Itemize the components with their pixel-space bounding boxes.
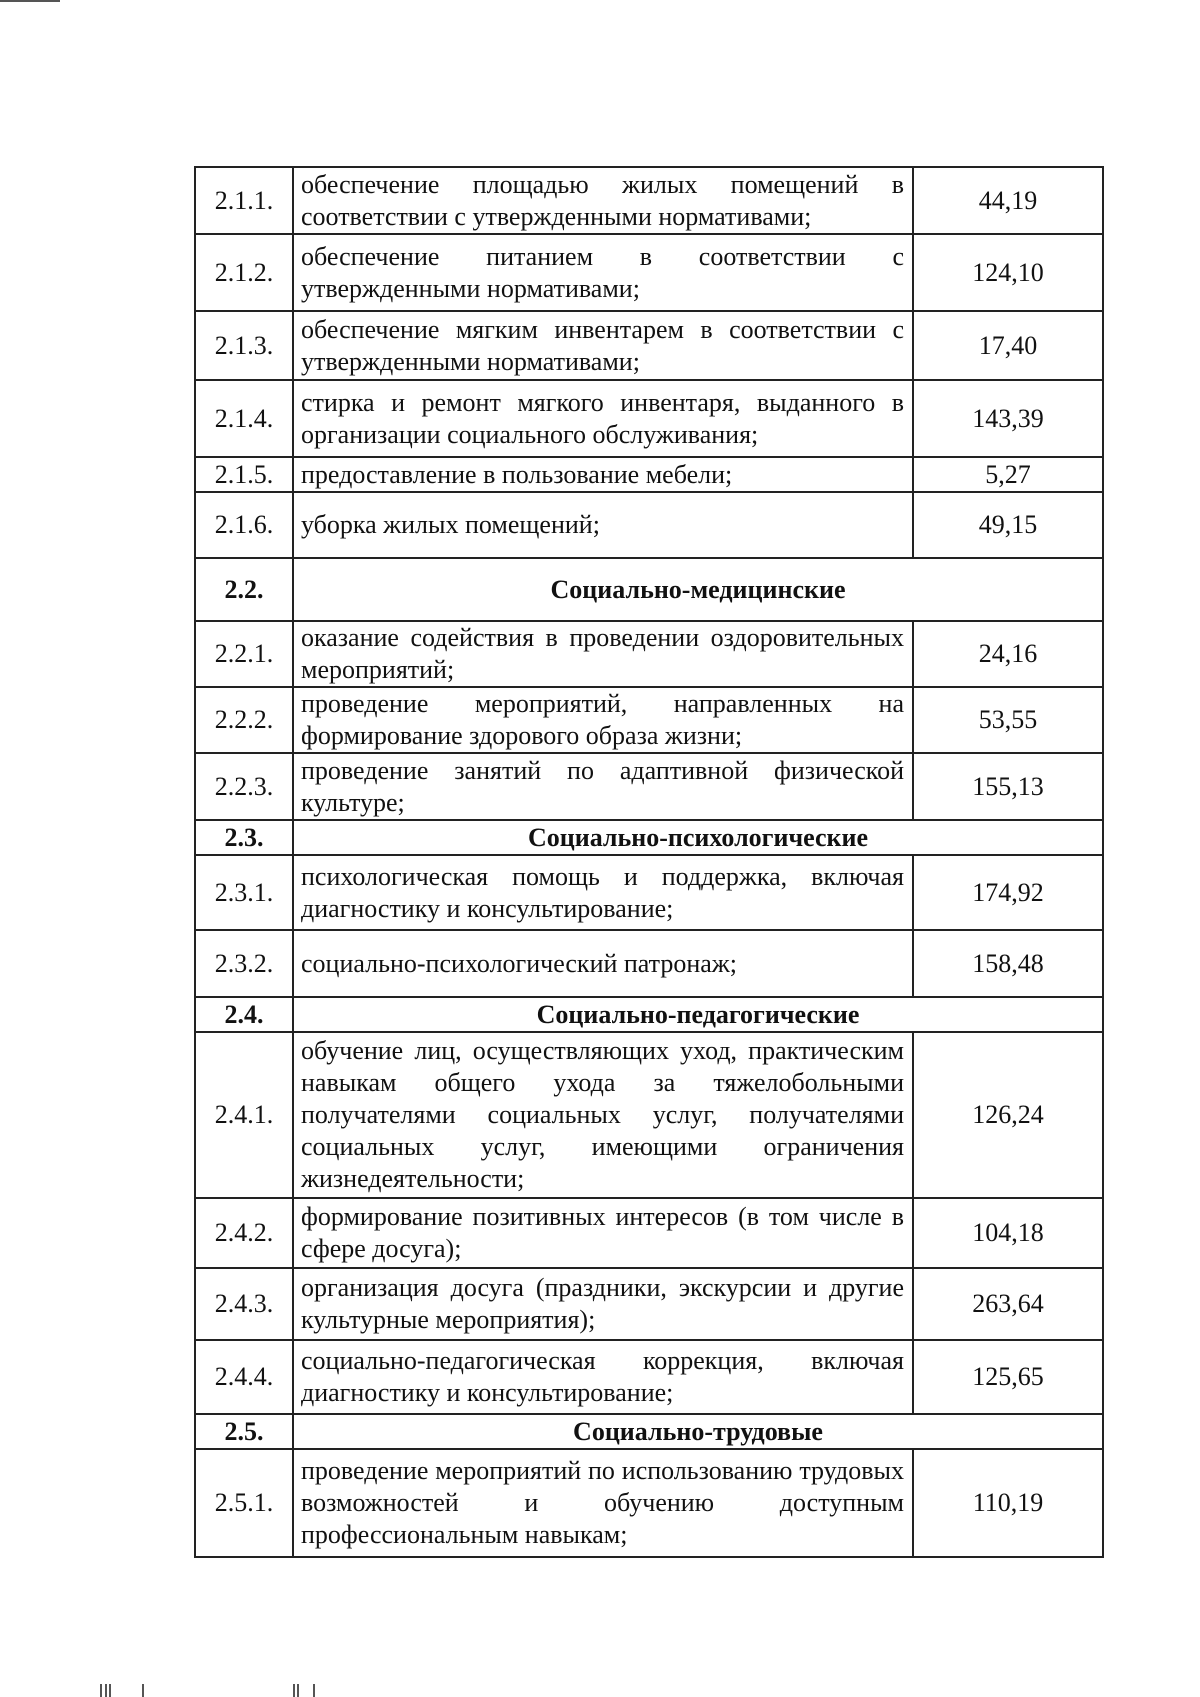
- scan-edge-mark: [0, 0, 60, 2]
- table-row: [195, 1198, 1103, 1268]
- table-row: [195, 167, 1103, 234]
- row-number: 2.3.2.: [195, 930, 293, 997]
- row-description: проведение занятий по адаптивной физической культуре;: [293, 753, 913, 820]
- table-row: [195, 311, 1103, 380]
- row-value: 125,65: [913, 1340, 1103, 1414]
- table-row: [195, 1032, 1103, 1198]
- section-number: 2.3.: [195, 820, 293, 855]
- table-row: [195, 380, 1103, 457]
- row-number: 2.1.4.: [195, 380, 293, 457]
- table-row: [195, 492, 1103, 558]
- section-number: 2.4.: [195, 997, 293, 1032]
- section-number: 2.5.: [195, 1414, 293, 1449]
- row-description: оказание содействия в проведении оздоровительных мероприятий;: [293, 621, 913, 687]
- row-description: уборка жилых помещений;: [293, 492, 913, 558]
- row-number: 2.1.2.: [195, 234, 293, 311]
- row-description: организация досуга (праздники, экскурсии и другие культурные мероприятия);: [293, 1268, 913, 1340]
- row-description: обеспечение площадью жилых помещений в соответствии с утвержденными нормативами;: [293, 167, 913, 234]
- row-value: 263,64: [913, 1268, 1103, 1340]
- row-description: обеспечение питанием в соответствии с утвержденными нормативами;: [293, 234, 913, 311]
- row-description: обеспечение мягким инвентарем в соответствии с утвержденными нормативами;: [293, 311, 913, 380]
- row-value: 155,13: [913, 753, 1103, 820]
- row-number: 2.4.2.: [195, 1198, 293, 1268]
- row-value: 126,24: [913, 1032, 1103, 1198]
- scan-bottom-marks: [100, 1684, 320, 1697]
- row-description: проведение мероприятий по использованию трудовых возможностей и обучению доступным профессиональным навыкам;: [293, 1449, 913, 1557]
- table-row: [195, 1340, 1103, 1414]
- row-number: 2.5.1.: [195, 1449, 293, 1557]
- row-value: 124,10: [913, 234, 1103, 311]
- section-number: 2.2.: [195, 558, 293, 621]
- table-row: [195, 1449, 1103, 1557]
- row-description: социально-педагогическая коррекция, включая диагностику и консультирование;: [293, 1340, 913, 1414]
- row-value: 49,15: [913, 492, 1103, 558]
- row-description: обучение лиц, осуществляющих уход, практическим навыкам общего ухода за тяжелобольными получателями социальных услуг, получателями социальных услуг, имеющими ограничения жизнедеятельности;: [293, 1032, 913, 1198]
- row-number: 2.3.1.: [195, 855, 293, 930]
- section-title: Социально-психологические: [293, 820, 1103, 855]
- row-description: социально-психологический патронаж;: [293, 930, 913, 997]
- row-value: 44,19: [913, 167, 1103, 234]
- table-row: [195, 855, 1103, 930]
- section-header-row: [195, 997, 1103, 1032]
- section-title: Социально-трудовые: [293, 1414, 1103, 1449]
- table-row: [195, 234, 1103, 311]
- row-value: 143,39: [913, 380, 1103, 457]
- row-number: 2.4.3.: [195, 1268, 293, 1340]
- row-value: 53,55: [913, 687, 1103, 753]
- row-value: 17,40: [913, 311, 1103, 380]
- services-tariff-table: [194, 166, 1104, 1558]
- row-number: 2.4.1.: [195, 1032, 293, 1198]
- section-header-row: [195, 558, 1103, 621]
- row-value: 5,27: [913, 457, 1103, 492]
- row-number: 2.1.5.: [195, 457, 293, 492]
- row-number: 2.4.4.: [195, 1340, 293, 1414]
- section-title: Социально-педагогические: [293, 997, 1103, 1032]
- row-value: 24,16: [913, 621, 1103, 687]
- row-description: проведение мероприятий, направленных на формирование здорового образа жизни;: [293, 687, 913, 753]
- row-number: 2.1.3.: [195, 311, 293, 380]
- section-header-row: [195, 1414, 1103, 1449]
- table-row: [195, 1268, 1103, 1340]
- row-value: 104,18: [913, 1198, 1103, 1268]
- row-number: 2.2.2.: [195, 687, 293, 753]
- row-number: 2.2.1.: [195, 621, 293, 687]
- table-row: [195, 687, 1103, 753]
- section-header-row: [195, 820, 1103, 855]
- row-description: предоставление в пользование мебели;: [293, 457, 913, 492]
- row-value: 110,19: [913, 1449, 1103, 1557]
- table-row: [195, 457, 1103, 492]
- table-row: [195, 930, 1103, 997]
- row-number: 2.1.6.: [195, 492, 293, 558]
- row-description: стирка и ремонт мягкого инвентаря, выданного в организации социального обслуживания;: [293, 380, 913, 457]
- section-title: Социально-медицинские: [293, 558, 1103, 621]
- row-description: формирование позитивных интересов (в том числе в сфере досуга);: [293, 1198, 913, 1268]
- row-number: 2.1.1.: [195, 167, 293, 234]
- row-number: 2.2.3.: [195, 753, 293, 820]
- row-value: 174,92: [913, 855, 1103, 930]
- table-row: [195, 621, 1103, 687]
- table-row: [195, 753, 1103, 820]
- row-description: психологическая помощь и поддержка, включая диагностику и консультирование;: [293, 855, 913, 930]
- row-value: 158,48: [913, 930, 1103, 997]
